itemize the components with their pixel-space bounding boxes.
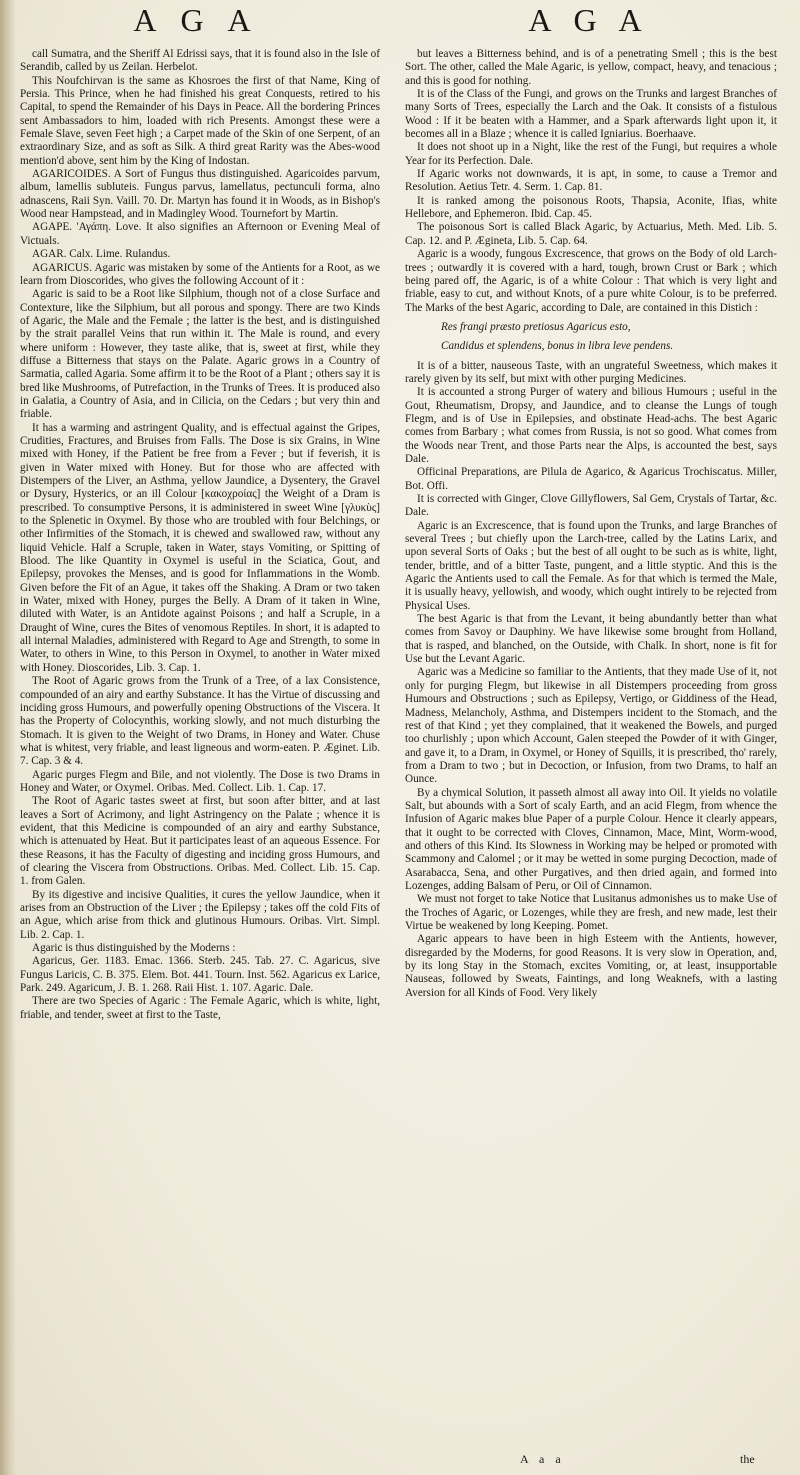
paragraph: By a chymical Solution, it passeth almost all away into Oil. It yields no volatile Salt, but abounds with a Sort of scaly Earth, and an acid Flegm, from whence the Infusion of Agaric makes blue Paper of a purple Colour. Hence it clearly appears, that it ought to be corrected with Cloves, Cinnamon, Mace, Mint, Worm-wood, and others of this Kind. Its Slowness in Working may be helped or promoted with Scammony and Calomel ; or it may be wetted in some purging Decoction, made of Asarabacca, Sena, and other Purgatives, and then dried again, and formed into Lozenges, adding Balsam of Peru, or Oil of Cinnamon. [405,786,777,892]
paragraph: The Root of Agaric grows from the Trunk of a Tree, of a lax Consistence, compounded of an airy and earthy Substance. It has the Virtue of discussing and inciding gross Humours, and powerfully opening Obstructions of the Viscera. It has the Property of Colocynthis, working slowly, and not much disturbing the Stomach. It is given to the Weight of two Drams, in Honey and Water. Chuse what is whitest, very friable, and least ligneous and worm-eaten. P. Æginet. Lib. 7. Cap. 3 & 4. [20,675,380,768]
page-edge-shadow [0,0,16,1475]
entry-agaricoides: AGARICOIDES. A Sort of Fungus thus distinguished. Agaricoides parvum, album, lamellis subluteis. Fungus parvus, lamellatus, pectunculi forma, alno adnascens, Raii Syn. Vaill. 70. Dr. Martyn has found it in Woods, as in Bishop's Wood near Hampstead, and in Madingley Wood. Tournefort by Martin. [20,168,380,221]
paragraph: Agaric purges Flegm and Bile, and not violently. The Dose is two Drams in Honey and Water, or Oxymel. Oribas. Med. Collect. Lib. 1. Cap. 17. [20,768,380,794]
paragraph: It has a warming and astringent Quality, and is effectual against the Gripes, Crudities, Fractures, and Bruises from Falls. The Dose is six Grains, in Wine mixed with Honey, if the Patient be free from a Fever ; but if feverish, it is given in Water mixed with Honey. But for those who are affected with Distempers of the Liver, an Asthma, yellow Jaundice, a Dysentery, the Gravel or Dysury, Hysterics, or an ill Colour [κακοχροίας] the Weight of a Dram is prescribed. To consumptive Persons, it is administered in sweet Wine [γλυκὺς] to the Splenetic in Oxymel. By those who are troubled with four Belchings, or other Infirmities of the Stomach, it is chewed and swallowed raw, without any liquid Vehicle. Half a Scruple, taken in Water, stays Vomiting, or Spitting of Blood. The like Quantity in Oxymel is useful in the Sciatica, Gout, and Epilepsy, provokes the Menses, and is good for Inflammations in the Womb. Given before the Fit of an Ague, it takes off the Shaking. A Dram or two taken in Water, mixed with Honey, purges the Belly. A Dram of it taken in Wine, diluted with Water, is an Antidote against Poisons ; and half a Scruple, in a Draught of Wine, cures the Bites of venomous Reptiles. In short, it is adapted to all internal Maladies, administered with Regard to Age and Strength, to some in Water, to others in Wine, to this Person in Oxymel, to another in Water mixed with Honey. Dioscorides, Lib. 3. Cap. 1. [20,421,380,674]
paragraph: Agaric was a Medicine so familiar to the Antients, that they made Use of it, not only for purging Flegm, but likewise in all Distempers proceeding from gross Humours and Obstructions ; such as Epilepsy, Vertigo, or Giddiness of the Head, Madness, Melancholy, Asthma, and Distempers incident to the Stomach, and the rest of that Kind ; yet they complained, that it weakened the Bowels, and purged too churlishly ; upon which Account, Galen steeped the Powder of it with Ginger, and gave it, to a Dram, in Oxymel, or Honey of Squills, it is prescribed, tho' rarely, from a Dram to two ; but in Decoction, or Infusion, from two Drams, to half an Ounce. [405,666,777,786]
paragraph: but leaves a Bitterness behind, and is of a penetrating Smell ; this is the best Sort. The other, called the Male Agaric, is yellow, compact, heavy, and tenacious ; and this is good for nothing. [405,48,777,87]
paragraph: Agaricus, Ger. 1183. Emac. 1366. Sterb. 245. Tab. 27. C. Agaricus, sive Fungus Laricis, C. B. 375. Elem. Bot. 441. Tourn. Inst. 562. Agaricus ex Larice, Park. 249. Agaricum, J. B. 1. 268. Raii Hist. 1. 107. Agaric. Dale. [20,955,380,995]
paragraph: The poisonous Sort is called Black Agaric, by Actuarius, Meth. Med. Lib. 5. Cap. 12. and P. Ægineta, Lib. 5. Cap. 64. [405,221,777,247]
paragraph: It is ranked among the poisonous Roots, Thapsia, Aconite, Ifias, white Hellebore, and Ephemeron. Ibid. Cap. 45. [405,194,777,221]
paragraph: The best Agaric is that from the Levant, it being abundantly better than what comes from Savoy or Dauphiny. We have likewise some brought from Holland, that is rasped, and blanched, on the Outside, with Chalk. In short, none is fit for Use but the Levant Agaric. [405,613,777,666]
paragraph: There are two Species of Agaric : The Female Agaric, which is white, light, friable, and tender, sweet at first to the Taste, [20,995,380,1021]
catchword: the [740,1452,755,1466]
paragraph: This Noufchirvan is the same as Khosroes the first of that Name, King of Persia. This Prince, when he had finished his great Conquests, retired to his Capital, to spend the Remainder of his Days in Peace. All the bordering Princes sent Ambassadors to him, loaded with rich Presents. Amongst these were a Female Slave, seven Feet high ; a Carpet made of the Skin of one Serpent, of an extraordinary Size, and as soft as Silk. A third great Rarity was the Abes-wood mention'd above, sent him by the King of Indostan. [20,74,380,167]
header-left: AGA [133,2,275,38]
paragraph: We must not forget to take Notice that Lusitanus admonishes us to make Use of the Troches of Agaric, or Lozenges, while they are fresh, and new made, lest their Virtue be weakened by long Keeping. Pomet. [405,893,777,932]
signature-mark: A a a [520,1452,565,1466]
paragraph: It is accounted a strong Purger of watery and bilious Humours ; useful in the Gout, Rheumatism, Dropsy, and Jaundice, and to cleanse the Lungs of tough Flegm, and is of Use in Epilepsies, and obstinate Head-achs. The best Agaric comes from Barbary ; what comes from Russia, is not so good. What comes from the Woods near Trent, and those Parts near the Alps, is accounted the best, says Dale. [405,386,777,465]
paragraph: It does not shoot up in a Night, like the rest of the Fungi, but requires a whole Year for its Perfection. Dale. [405,141,777,167]
paragraph: It is of the Class of the Fungi, and grows on the Trunks and largest Branches of many Sorts of Trees, especially the Larch and the Oak. It consists of a fistulous Wood : If it be beaten with a Hammer, and a Spark afterwards light upon it, it becomes all in a Blaze ; whence it is called Igniarius. Boerhaave. [405,88,777,141]
paragraph: By its digestive and incisive Qualities, it cures the yellow Jaundice, when it arises from an Obstruction of the Liver ; the Epilepsy ; takes off the cold Fits of an Ague, which arise from thick and glutinous Humours. Oribas. Virt. Simpl. Lib. 2. Cap. 1. [20,888,380,941]
header-right: AGA [528,2,664,38]
paragraph: Agaric is said to be a Root like Silphium, though not of a close Surface and Contexture, like the Silphium, but all porous and spongy. There are two Kinds of Agaric, the Male and the Female ; the latter is the best, and is distinguished by the strait parallel Veins that run within it. The Male is round, and every where uniform : However, they taste alike, that is, sweet at first, while they diffuse a Bitterness that stays on the Palate. Agaric grows in a Country of Sarmatia, called Agaria. Some affirm it to be the Root of a Plant ; others say it is bred like Mushrooms, of Putrefaction, in the Trunks of Trees. It is produced also in Galatia, a Country of Asia, and in Cilicia, on the Cedars ; but very thin and friable. [20,288,380,421]
paragraph: call Sumatra, and the Sheriff Al Edrissi says, that it is found also in the Isle of Serandib, called by us Zeilan. Herbelot. [20,48,380,74]
left-column [20,48,380,1458]
right-column [405,48,777,1458]
paragraph: It is corrected with Ginger, Clove Gillyflowers, Sal Gem, Crystals of Tartar, &c. Dale. [405,493,777,519]
entry-agape: AGAPE. 'Αγάπη. Love. It also signifies an Afternoon or Evening Meal of Victuals. [20,221,380,247]
distich-line-1: Res frangi præsto pretiosus Agaricus esto, [441,320,631,333]
entry-agar: AGAR. Calx. Lime. Rulandus. [32,248,171,261]
running-header [0,2,800,46]
paragraph: The Root of Agaric tastes sweet at first, but soon after bitter, and at last leaves a Sort of Acrimony, and light Astringency on the Palate ; whence it is evident, that this Medicine is compounded of an airy and earthy Substance, which is attenuated by Heat. But it participates least of an aqueous Essence. For these Reasons, it has the Faculty of digesting and inciding gross Humours, and of clearing the Viscera from Obstructions. Oribas. Med. Collect. Lib. 15. Cap. 1. from Galen. [20,795,380,888]
paragraph: Agaric is thus distinguished by the Moderns : [32,942,236,955]
paragraph: If Agaric works not downwards, it is apt, in some, to cause a Tremor and Resolution. Aetius Tetr. 4. Serm. 1. Cap. 81. [405,168,777,194]
entry-agaricus: AGARICUS. Agaric was mistaken by some of the Antients for a Root, as we learn from Dioscorides, who gives the following Account of it : [20,261,380,287]
paragraph: Agaric is an Excrescence, that is found upon the Trunks, and large Branches of several Trees ; but chiefly upon the Larch-tree, called by the Latins Larix, and upon several Sorts of Oaks ; but the best of all ought to be such as is white, light, tender, brittle, and of a bitter Taste, pungent, and a little styptic. And this is the Agaric the Antients used to call the Female. As for that which is termed the Male, it is usually heavy, yellowish, and woody, which ought intirely to be rejected from Physical Uses. [405,519,777,612]
paragraph: It is of a bitter, nauseous Taste, with an ungrateful Sweetness, which makes it rarely given by its self, but mixt with other purging Medicines. [405,359,777,385]
paragraph: Officinal Preparations, are Pilula de Agarico, & Agaricus Trochiscatus. Miller, Bot. Offi. [405,466,777,492]
paragraph: Agaric appears to have been in high Esteem with the Antients, however, disregarded by the Moderns, for good Reasons. It is very slow in Operation, and, by its long Stay in the Stomach, excites Vomiting, or, at least, insupportable Nauseas, followed by Sweats, Faintings, and long Weaknefs, with a lasting Aversion for all Kinds of Food. Very likely [405,933,777,999]
paragraph: Agaric is a woody, fungous Excrescence, that grows on the Body of old Larch-trees ; outwardly it is covered with a hard, tough, brown Crust or Bark ; which being pared off, the Agaric, is of a white Colour : That which is very light and friable, easy to cut, and without Knots, of a pure white Colour, is to be preferred. The Marks of the best Agaric, according to Dale, are contained in this Distich : [405,248,777,314]
distich-line-2: Candidus et splendens, bonus in libra leve pendens. [441,340,674,353]
